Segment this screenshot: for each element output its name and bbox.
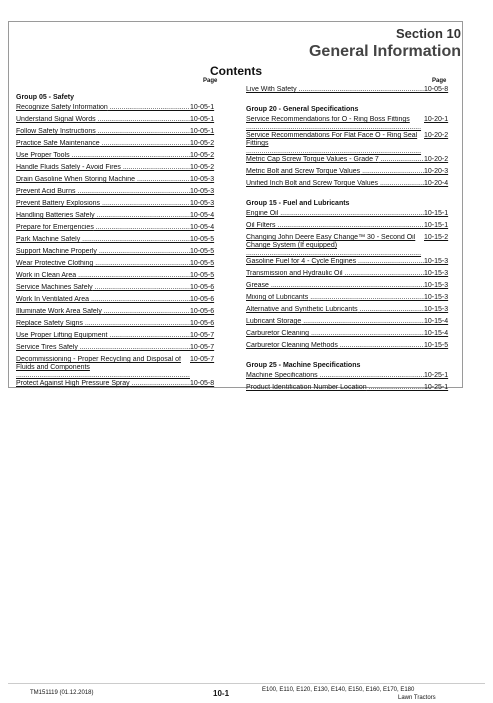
- toc-entry[interactable]: [246, 258, 452, 270]
- toc-entry-page-link[interactable]: 10-15-5: [424, 342, 449, 349]
- toc-entry-page-link[interactable]: 10-25-1: [424, 384, 449, 391]
- toc-entry[interactable]: [246, 86, 452, 98]
- toc-entry-page-link[interactable]: 10-15-1: [424, 210, 449, 217]
- toc-entry-page-link[interactable]: 10-15-3: [424, 282, 449, 289]
- toc-entry-title-link[interactable]: Service Recommendations For Flat Face O - Ring Seal Fittings .....: [246, 132, 424, 156]
- toc-entry[interactable]: [16, 320, 218, 332]
- toc-entry[interactable]: [246, 116, 452, 132]
- group-heading: Group 05 - Safety: [16, 94, 74, 101]
- toc-entry[interactable]: [16, 152, 218, 164]
- toc-entry-page-link[interactable]: 10-20-3: [424, 168, 449, 175]
- toc-entry-title-link[interactable]: Recognize Safety Information .....: [16, 104, 190, 112]
- toc-entry[interactable]: [16, 332, 218, 344]
- toc-entry[interactable]: [246, 282, 452, 294]
- toc-entry-title-link[interactable]: Follow Safety Instructions .....: [16, 128, 190, 136]
- section-title: General Information: [308, 43, 461, 60]
- toc-entry[interactable]: [16, 116, 218, 128]
- toc-entry-title-link[interactable]: Engine Oil .....: [246, 210, 424, 218]
- toc-entry-page-link[interactable]: 10-05-6: [190, 296, 215, 303]
- toc-entry[interactable]: [16, 248, 218, 260]
- footer-product: Lawn Tractors: [398, 695, 436, 701]
- toc-entry[interactable]: [16, 308, 218, 320]
- toc-entry-title-link[interactable]: Use Proper Lifting Equipment .....: [16, 332, 190, 340]
- toc-entry-title-link[interactable]: Prepare for Emergencies .....: [16, 224, 190, 232]
- toc-entry[interactable]: [246, 342, 452, 354]
- toc-entry-title-link[interactable]: Grease .....: [246, 282, 424, 290]
- footer-page-number: 10-1: [213, 689, 230, 698]
- toc-entry[interactable]: [16, 380, 218, 392]
- section-number: Section 10: [395, 26, 461, 41]
- toc-entry-page-link[interactable]: 10-05-5: [190, 272, 215, 279]
- toc-entry-title-link[interactable]: Handle Fluids Safely - Avoid Fires .....: [16, 164, 190, 172]
- toc-entry[interactable]: [16, 284, 218, 296]
- toc-entry-title-link[interactable]: Machine Specifications .....: [246, 372, 424, 380]
- toc-entry-title-link[interactable]: Drain Gasoline When Storing Machine .....: [16, 176, 190, 184]
- toc-entry-page-link[interactable]: 10-20-4: [424, 180, 449, 187]
- toc-entry-title-link[interactable]: Illuminate Work Area Safely .....: [16, 308, 190, 316]
- toc-entry-title-link[interactable]: Live With Safety .....: [246, 86, 424, 94]
- toc-entry[interactable]: [16, 128, 218, 140]
- toc-entry[interactable]: [246, 210, 452, 222]
- toc-entry-page-link[interactable]: 10-05-2: [190, 140, 215, 147]
- toc-entry[interactable]: [16, 188, 218, 200]
- toc-entry-page-link[interactable]: 10-20-2: [424, 132, 449, 139]
- toc-entry-title-link[interactable]: Use Proper Tools .....: [16, 152, 190, 160]
- page-column-label-right: Page: [432, 78, 447, 84]
- toc-entry-title-link[interactable]: Protect Against High Pressure Spray .....: [16, 380, 190, 388]
- toc-entry-page-link[interactable]: 10-05-7: [190, 332, 215, 339]
- toc-entry-title-link[interactable]: Service Tires Safely .....: [16, 344, 190, 352]
- toc-left-column: [16, 92, 218, 392]
- toc-entry-title-link[interactable]: Handling Batteries Safely .....: [16, 212, 190, 220]
- toc-entry-title-link[interactable]: Transmission and Hydraulic Oil .....: [246, 270, 424, 278]
- toc-entry-page-link[interactable]: 10-05-5: [190, 260, 215, 267]
- toc-entry-title-link[interactable]: Work In Ventilated Area .....: [16, 296, 190, 304]
- toc-entry-page-link[interactable]: 10-05-5: [190, 248, 215, 255]
- toc-entry[interactable]: [16, 212, 218, 224]
- toc-entry-page-link[interactable]: 10-05-1: [190, 104, 215, 111]
- toc-entry[interactable]: [246, 168, 452, 180]
- toc-entry[interactable]: [16, 164, 218, 176]
- toc-entry-page-link[interactable]: 10-05-6: [190, 284, 215, 291]
- toc-entry-page-link[interactable]: 10-15-3: [424, 306, 449, 313]
- toc-entry-title-link[interactable]: Product Identification Number Location .....: [246, 384, 424, 392]
- toc-entry-title-link[interactable]: Replace Safety Signs .....: [16, 320, 190, 328]
- toc-entry-title-link[interactable]: Prevent Acid Burns .....: [16, 188, 190, 196]
- toc-entry-title-link[interactable]: Metric Cap Screw Torque Values - Grade 7 .....: [246, 156, 424, 164]
- toc-entry-page-link[interactable]: 10-05-7: [190, 356, 215, 363]
- toc-entry[interactable]: [16, 224, 218, 236]
- toc-entry-title-link[interactable]: Service Machines Safely .....: [16, 284, 190, 292]
- toc-entry[interactable]: [246, 156, 452, 168]
- toc-entry-page-link[interactable]: 10-15-4: [424, 330, 449, 337]
- toc-entry-title-link[interactable]: Carburetor Cleaning .....: [246, 330, 424, 338]
- toc-entry-title-link[interactable]: Work in Clean Area .....: [16, 272, 190, 280]
- toc-entry[interactable]: [16, 104, 218, 116]
- toc-entry-title-link[interactable]: Gasoline Fuel for 4 - Cycle Engines .....: [246, 258, 424, 266]
- toc-entry-page-link[interactable]: 10-05-8: [190, 380, 215, 387]
- toc-entry[interactable]: [246, 180, 452, 192]
- toc-entry[interactable]: [16, 236, 218, 248]
- group-heading: Group 25 - Machine Specifications: [246, 362, 361, 369]
- toc-entry[interactable]: [246, 330, 452, 342]
- toc-entry-title-link[interactable]: Changing John Deere Easy Change™ 30 - Second Oil Change System (If equipped) .....: [246, 234, 424, 258]
- toc-entry-title-link[interactable]: Wear Protective Clothing .....: [16, 260, 190, 268]
- toc-entry-page-link[interactable]: 10-05-3: [190, 200, 215, 207]
- footer-doc-id: TM151119 (01.12.2018): [30, 690, 94, 696]
- toc-entry-page-link[interactable]: 10-05-8: [424, 86, 449, 93]
- toc-entry-page-link[interactable]: 10-05-5: [190, 236, 215, 243]
- toc-entry-title-link[interactable]: Practice Safe Maintenance .....: [16, 140, 190, 148]
- toc-entry-page-link[interactable]: 10-05-4: [190, 224, 215, 231]
- toc-entry-page-link[interactable]: 10-15-2: [424, 234, 449, 241]
- toc-entry[interactable]: [246, 132, 452, 156]
- toc-entry[interactable]: [246, 384, 452, 396]
- toc-entry-page-link[interactable]: 10-05-4: [190, 212, 215, 219]
- toc-entry[interactable]: [16, 344, 218, 356]
- toc-entry-page-link[interactable]: 10-05-7: [190, 344, 215, 351]
- toc-entry-title-link[interactable]: Carburetor Cleaning Methods .....: [246, 342, 424, 350]
- toc-entry-title-link[interactable]: Service Recommendations for O - Ring Boss Fittings .....: [246, 116, 424, 132]
- toc-entry[interactable]: [246, 318, 452, 330]
- group-heading: Group 20 - General Specifications: [246, 106, 359, 113]
- toc-entry-page-link[interactable]: 10-05-1: [190, 116, 215, 123]
- toc-entry-title-link[interactable]: Support Machine Properly .....: [16, 248, 190, 256]
- toc-entry[interactable]: [246, 306, 452, 318]
- toc-entry[interactable]: [246, 270, 452, 282]
- footer-divider: [8, 683, 485, 684]
- toc-entry[interactable]: [246, 294, 452, 306]
- toc-entry-page-link[interactable]: 10-20-2: [424, 156, 449, 163]
- toc-entry[interactable]: [16, 140, 218, 152]
- toc-entry[interactable]: [16, 260, 218, 272]
- toc-entry-page-link[interactable]: 10-15-3: [424, 270, 449, 277]
- toc-entry-page-link[interactable]: 10-05-3: [190, 176, 215, 183]
- footer-models: E100, E110, E120, E130, E140, E150, E160, E170, E180: [262, 687, 415, 693]
- toc-entry-page-link[interactable]: 10-15-3: [424, 258, 449, 265]
- toc-entry-page-link[interactable]: 10-05-6: [190, 308, 215, 315]
- toc-entry-page-link[interactable]: 10-15-1: [424, 222, 449, 229]
- toc-entry-page-link[interactable]: 10-15-4: [424, 318, 449, 325]
- page-column-label-left: Page: [203, 78, 218, 84]
- toc-entry-title-link[interactable]: Unified Inch Bolt and Screw Torque Values .....: [246, 180, 424, 188]
- toc-entry-title-link[interactable]: Park Machine Safely .....: [16, 236, 190, 244]
- toc-entry-page-link[interactable]: 10-20-1: [424, 116, 449, 123]
- toc-entry-page-link[interactable]: 10-05-2: [190, 152, 215, 159]
- toc-entry-page-link[interactable]: 10-05-6: [190, 320, 215, 327]
- toc-entry-title-link[interactable]: Prevent Battery Explosions .....: [16, 200, 190, 208]
- toc-entry[interactable]: [16, 356, 218, 380]
- toc-entry-title-link[interactable]: Alternative and Synthetic Lubricants .....: [246, 306, 424, 314]
- group-heading: Group 15 - Fuel and Lubricants: [246, 200, 350, 207]
- toc-entry-page-link[interactable]: 10-15-3: [424, 294, 449, 301]
- toc-entry-title-link[interactable]: Decommissioning - Proper Recycling and Disposal of Fluids and Components .....: [16, 356, 190, 380]
- toc-entry-title-link[interactable]: Metric Bolt and Screw Torque Values .....: [246, 168, 424, 176]
- toc-entry-title-link[interactable]: Mixing of Lubricants .....: [246, 294, 424, 302]
- toc-entry-page-link[interactable]: 10-25-1: [424, 372, 449, 379]
- toc-entry-title-link[interactable]: Oil Filters .....: [246, 222, 424, 230]
- toc-entry[interactable]: [16, 176, 218, 188]
- toc-entry-page-link[interactable]: 10-05-2: [190, 164, 215, 171]
- toc-entry[interactable]: [246, 222, 452, 234]
- toc-entry[interactable]: [246, 372, 452, 384]
- toc-right-column: [246, 86, 452, 396]
- toc-entry[interactable]: [246, 234, 452, 258]
- toc-entry-page-link[interactable]: 10-05-3: [190, 188, 215, 195]
- toc-entry-page-link[interactable]: 10-05-1: [190, 128, 215, 135]
- toc-entry-title-link[interactable]: Lubricant Storage .....: [246, 318, 424, 326]
- toc-entry[interactable]: [16, 200, 218, 212]
- contents-heading: Contents: [210, 64, 262, 78]
- toc-entry[interactable]: [16, 296, 218, 308]
- toc-entry-title-link[interactable]: Understand Signal Words .....: [16, 116, 190, 124]
- toc-entry[interactable]: [16, 272, 218, 284]
